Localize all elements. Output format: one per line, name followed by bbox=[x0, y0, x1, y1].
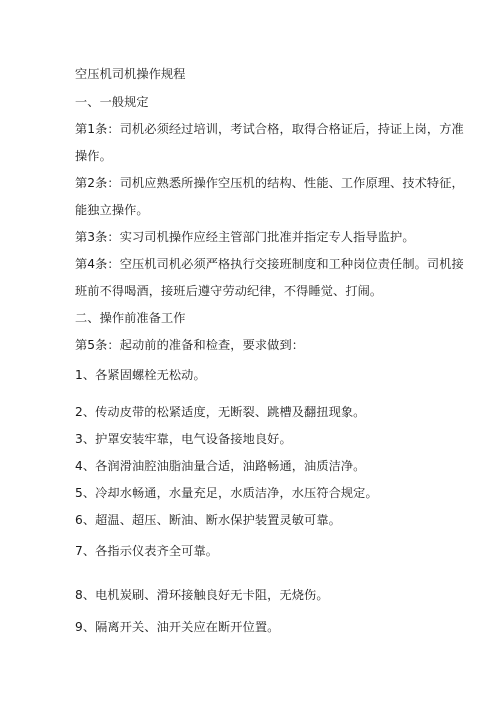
checklist-item: 4、各润滑油腔油脂油量合适，油路畅通，油质洁净。 bbox=[75, 459, 366, 473]
checklist-item: 2、传动皮带的松紧适度，无断裂、跳槽及翻扭现象。 bbox=[75, 405, 366, 419]
article-2-line-1: 第2条：司机应熟悉所操作空压机的结构、性能、工作原理、技术特征， bbox=[75, 176, 464, 190]
checklist-item: 1、各紧固螺栓无松动。 bbox=[75, 368, 206, 382]
checklist-item: 6、超温、超压、断油、断水保护装置灵敏可靠。 bbox=[75, 513, 341, 527]
checklist-item: 3、护罩安装牢靠，电气设备接地良好。 bbox=[75, 432, 292, 446]
checklist-item: 5、冷却水畅通，水量充足，水质洁净，水压符合规定。 bbox=[75, 486, 378, 500]
article-3: 第3条：实习司机操作应经主管部门批准并指定专人指导监护。 bbox=[75, 230, 415, 244]
article-1-line-2: 操作。 bbox=[75, 149, 112, 163]
article-5: 第5条：起动前的准备和检查，要求做到： bbox=[75, 338, 305, 352]
checklist-item: 9、隔离开关、油开关应在断开位置。 bbox=[75, 620, 280, 634]
document-title: 空压机司机操作规程 bbox=[75, 67, 186, 81]
article-2-line-2: 能独立操作。 bbox=[75, 203, 149, 217]
article-4-line-2: 班前不得喝酒，接班后遵守劳动纪律，不得睡觉、打闹。 bbox=[75, 284, 383, 298]
checklist-item: 8、电机炭刷、滑环接触良好无卡阻，无烧伤。 bbox=[75, 588, 329, 602]
article-1-line-1: 第1条：司机必须经过培训，考试合格，取得合格证后，持证上岗，方准 bbox=[75, 122, 464, 136]
section-heading-general: 一、一般规定 bbox=[75, 95, 149, 109]
section-heading-preparation: 二、操作前准备工作 bbox=[75, 311, 186, 325]
article-4-line-1: 第4条：空压机司机必须严格执行交接班制度和工种岗位责任制。司机接 bbox=[75, 257, 464, 271]
checklist-item: 7、各指示仪表齐全可靠。 bbox=[75, 544, 219, 558]
